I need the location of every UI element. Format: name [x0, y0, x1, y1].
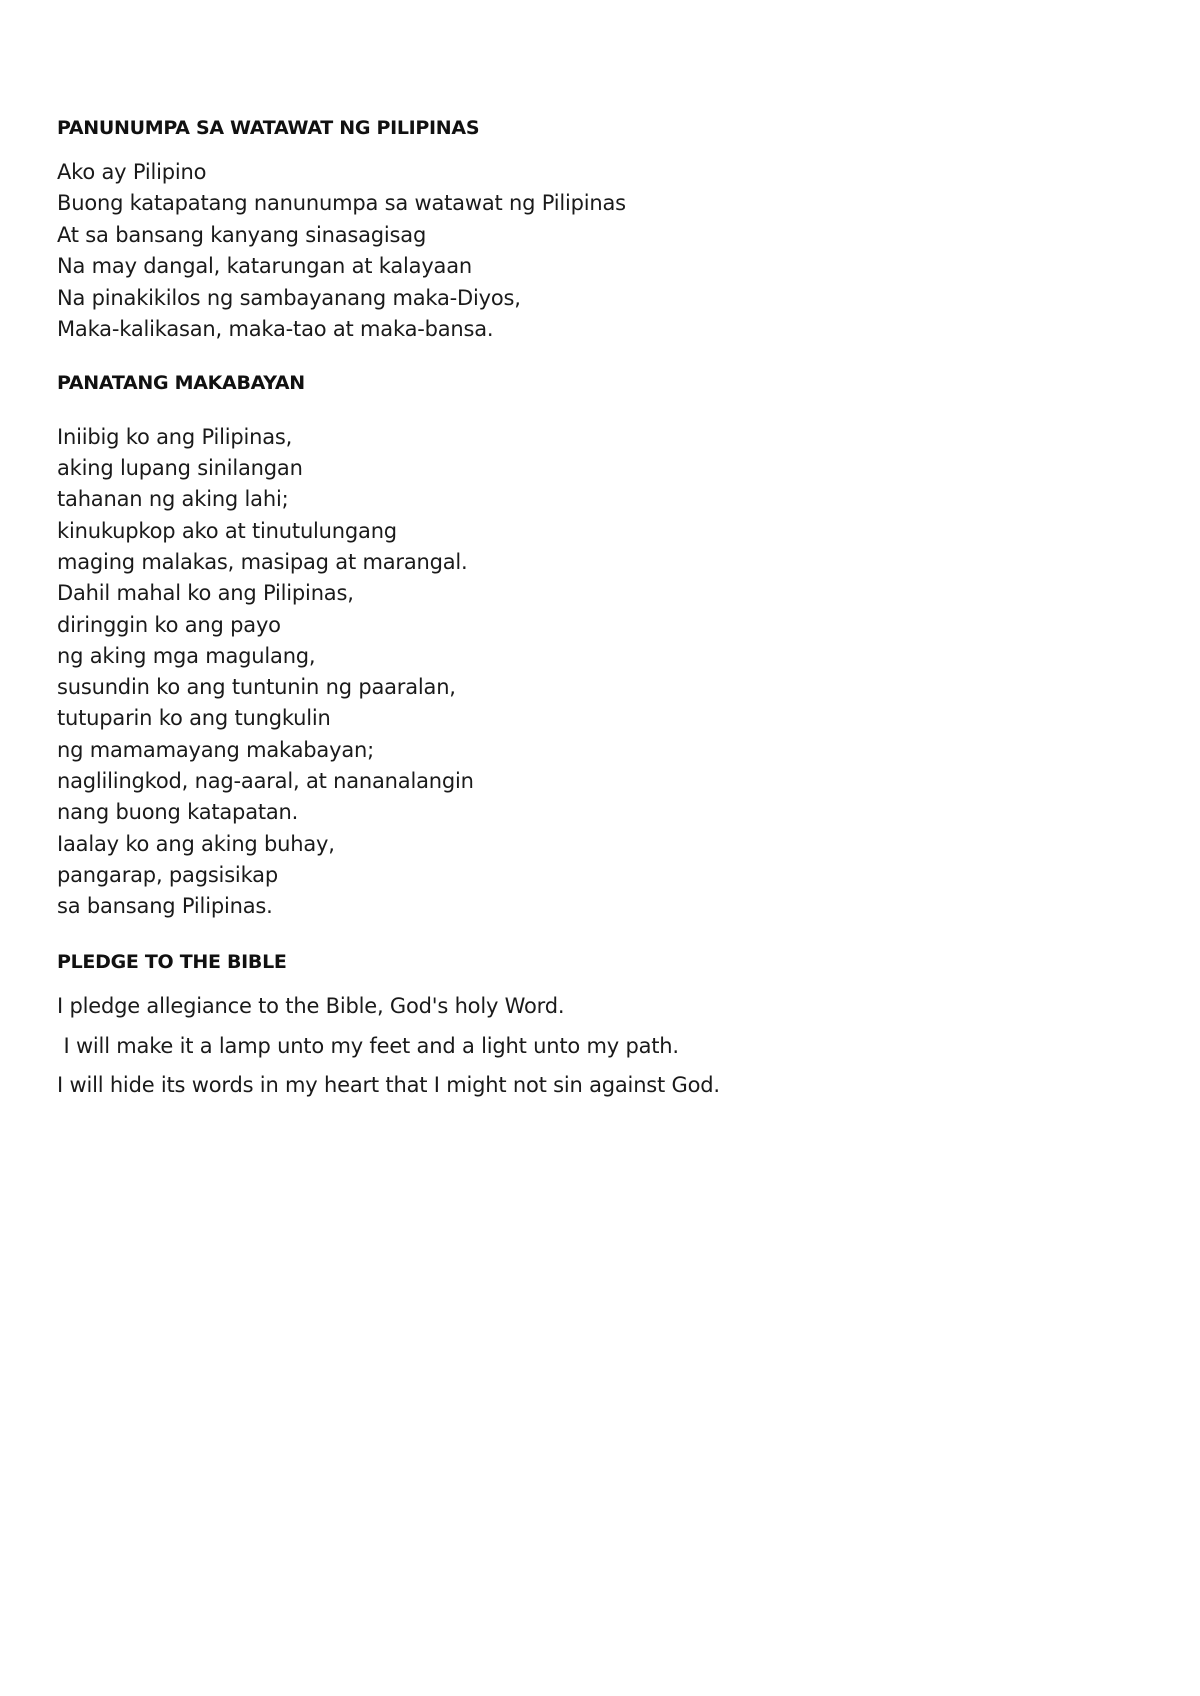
- panata-line: kinukupkop ako at tinutulungang: [57, 519, 397, 543]
- pledge-line: Ako ay Pilipino: [57, 160, 207, 184]
- panata-line: Iniibig ko ang Pilipinas,: [57, 425, 293, 449]
- pledge-line: Na pinakikilos ng sambayanang maka-Diyos,: [57, 286, 521, 310]
- section-title-pledge-to-the-bible: PLEDGE TO THE BIBLE: [57, 951, 287, 973]
- bible-pledge-line: I will make it a lamp unto my feet and a light unto my path.: [57, 1034, 679, 1058]
- section-title-panatang-makabayan: PANATANG MAKABAYAN: [57, 372, 305, 394]
- pledge-line: At sa bansang kanyang sinasagisag: [57, 223, 427, 247]
- panata-line: diringgin ko ang payo: [57, 613, 281, 637]
- panata-line: Dahil mahal ko ang Pilipinas,: [57, 581, 354, 605]
- panata-line: aking lupang sinilangan: [57, 456, 303, 480]
- panata-line: naglilingkod, nag-aaral, at nananalangin: [57, 769, 474, 793]
- panata-line: Iaalay ko ang aking buhay,: [57, 832, 335, 856]
- bible-pledge-line: I will hide its words in my heart that I might not sin against God.: [57, 1073, 720, 1097]
- panata-line: nang buong katapatan.: [57, 800, 299, 824]
- panata-line: pangarap, pagsisikap: [57, 863, 278, 887]
- panata-line: tahanan ng aking lahi;: [57, 487, 289, 511]
- pledge-line: Maka-kalikasan, maka-tao at maka-bansa.: [57, 317, 494, 341]
- panata-line: sa bansang Pilipinas.: [57, 894, 273, 918]
- panata-line: maging malakas, masipag at marangal.: [57, 550, 468, 574]
- pledge-line: Buong katapatang nanunumpa sa watawat ng Pilipinas: [57, 191, 626, 215]
- bible-pledge-line: I pledge allegiance to the Bible, God's holy Word.: [57, 994, 565, 1018]
- section-title-panunumpa: PANUNUMPA SA WATAWAT NG PILIPINAS: [57, 117, 480, 139]
- panata-line: susundin ko ang tuntunin ng paaralan,: [57, 675, 456, 699]
- pledge-line: Na may dangal, katarungan at kalayaan: [57, 254, 472, 278]
- panata-line: ng mamamayang makabayan;: [57, 738, 374, 762]
- panata-line: tutuparin ko ang tungkulin: [57, 706, 331, 730]
- panata-line: ng aking mga magulang,: [57, 644, 316, 668]
